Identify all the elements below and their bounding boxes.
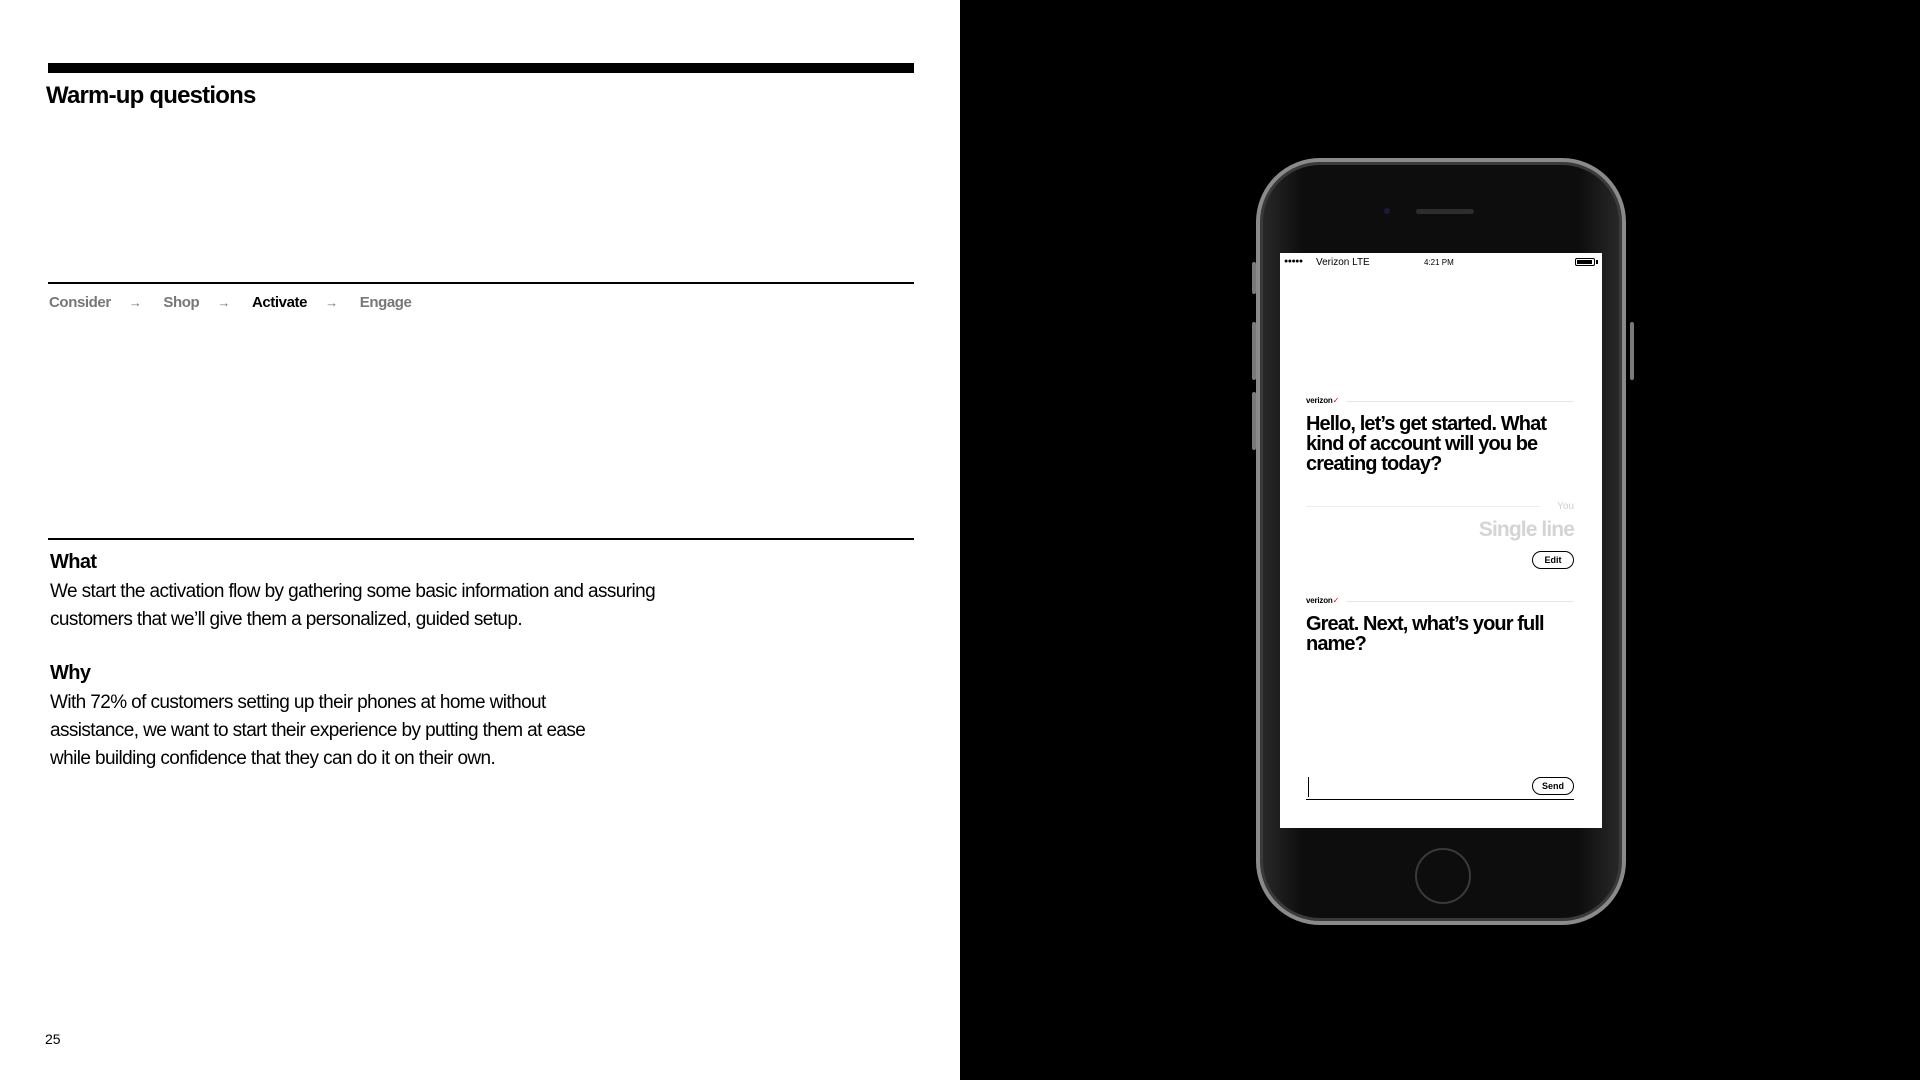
why-heading: Why (50, 662, 91, 684)
verizon-check-icon: ✓ (1332, 396, 1340, 405)
user-reply: Single line (1478, 518, 1574, 541)
status-bar (1280, 257, 1602, 269)
power-button (1630, 322, 1634, 380)
arrow-right-icon: → (325, 295, 338, 310)
what-body: We start the activation flow by gathering some basic information and assuring customers that we’ll give them a personalized, guided setup. (50, 581, 656, 630)
user-header-line (1306, 506, 1540, 507)
page-number: 25 (45, 1031, 61, 1047)
journey-steps (49, 294, 412, 311)
user-header (1306, 501, 1574, 511)
section-divider (48, 538, 914, 540)
phone-mockup (1256, 158, 1626, 925)
signal-icon: ●●●●● (1284, 258, 1303, 265)
home-button (1415, 848, 1471, 904)
earpiece-speaker (1416, 209, 1474, 214)
status-time: 4:21 PM (1424, 258, 1454, 267)
step-consider: Consider (49, 294, 111, 311)
carrier-label: Verizon LTE (1316, 257, 1370, 268)
bot-header-line (1346, 401, 1574, 402)
verizon-logo: verizon✓ (1306, 396, 1340, 405)
bot-header (1306, 396, 1574, 406)
message-input-row (1306, 772, 1574, 800)
bot-message-account-type: Hello, let’s get started. What kind of account will you be creating today? (1306, 413, 1547, 475)
message-input[interactable] (1306, 774, 1516, 796)
what-heading: What (50, 551, 97, 573)
step-shop: Shop (163, 294, 200, 311)
you-label: You (1557, 501, 1574, 512)
battery-icon (1575, 258, 1595, 266)
step-engage: Engage (359, 294, 412, 311)
arrow-right-icon: → (128, 295, 142, 310)
top-rule (48, 63, 914, 73)
verizon-logo: verizon✓ (1306, 596, 1340, 605)
front-camera (1384, 208, 1390, 214)
phone-screen (1280, 253, 1602, 828)
bot-message-full-name: Great. Next, what’s your full name? (1306, 613, 1544, 655)
page-title: Warm-up questions (46, 82, 256, 109)
volume-up-button (1252, 322, 1256, 380)
bot-header-line (1346, 601, 1574, 602)
send-button[interactable]: Send (1532, 777, 1574, 795)
volume-down-button (1252, 392, 1256, 450)
right-panel (960, 0, 1920, 1080)
arrow-right-icon: → (217, 295, 230, 310)
edit-button[interactable]: Edit (1532, 551, 1574, 569)
battery-tip (1596, 260, 1598, 264)
mute-switch (1252, 262, 1256, 294)
why-body: With 72% of customers setting up their phones at home without assistance, we want to start their experience by putting them at ease while building confidence that they can do it on their own. (50, 692, 586, 769)
bot-header (1306, 596, 1574, 606)
step-activate: Activate (251, 294, 308, 311)
verizon-check-icon: ✓ (1332, 596, 1340, 605)
journey-divider (48, 282, 914, 284)
